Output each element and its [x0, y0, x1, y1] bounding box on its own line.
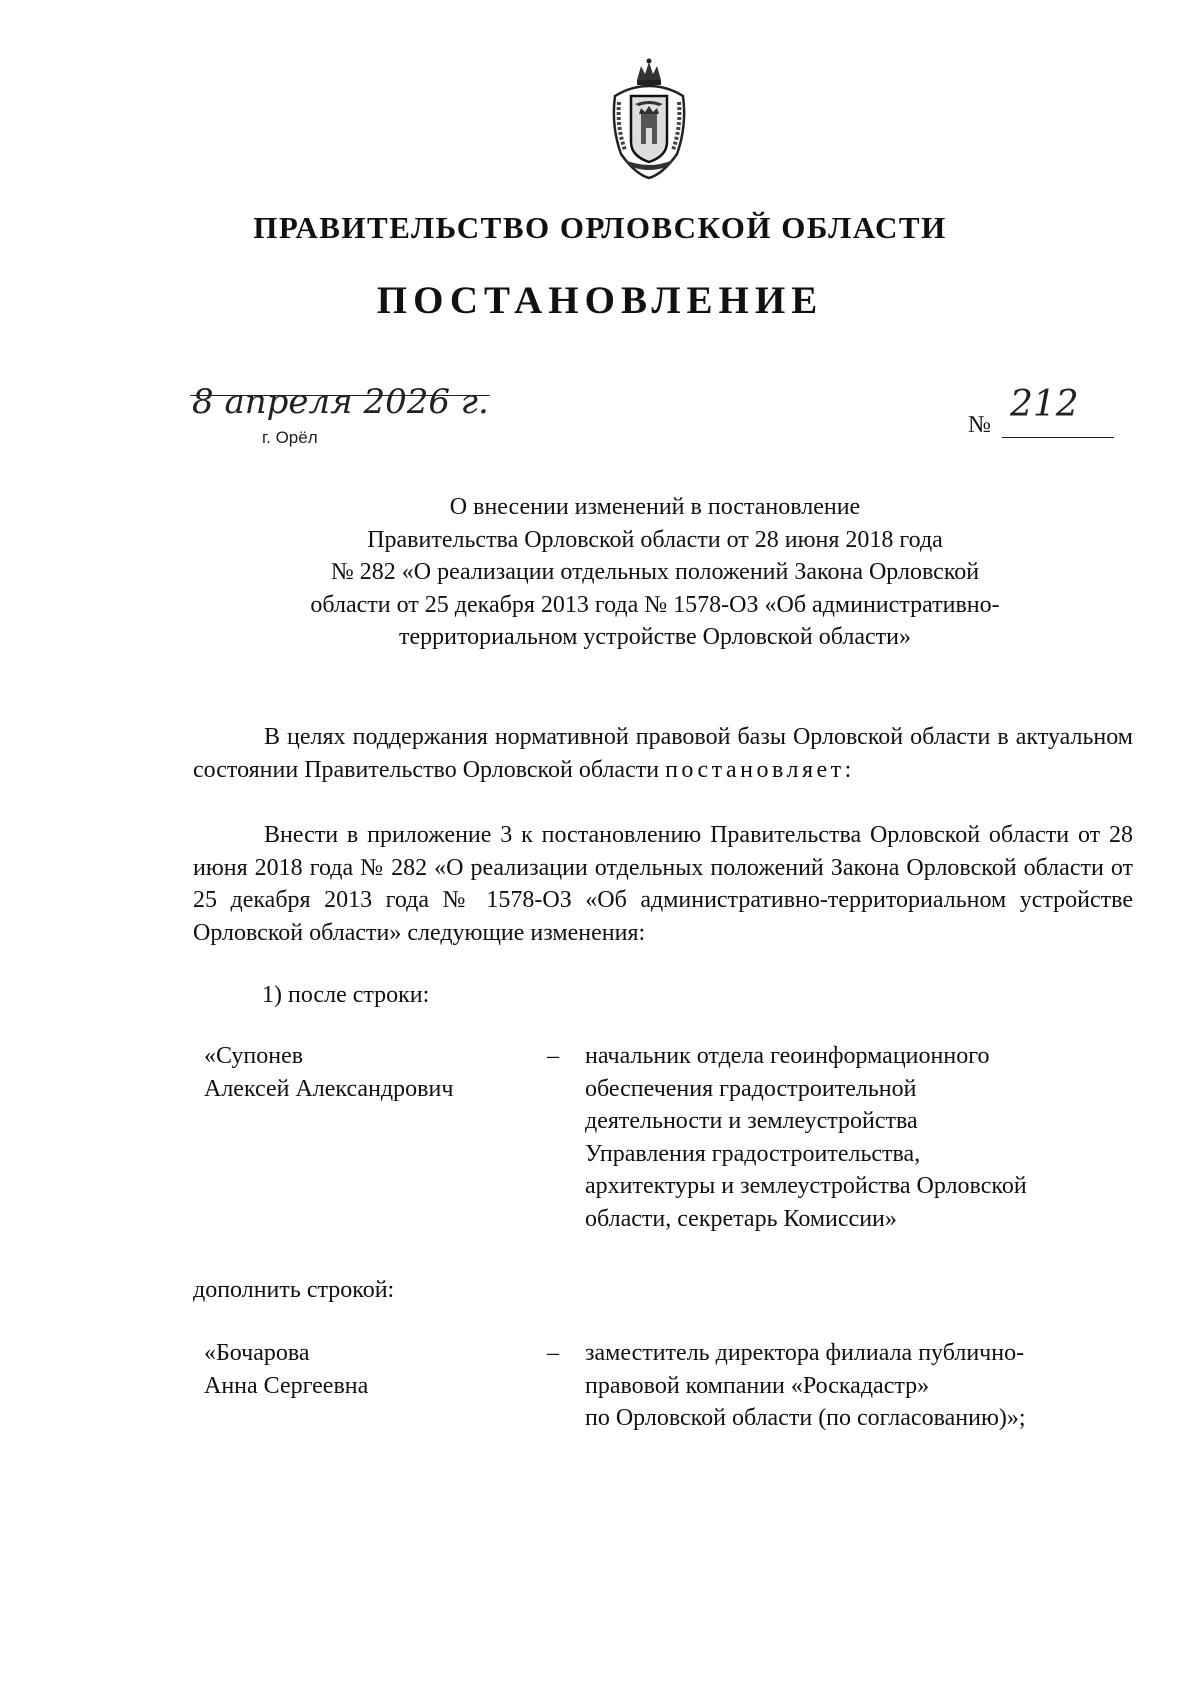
position-line: обеспечения градостроительной — [585, 1075, 917, 1102]
position-line: заместитель директора филиала публично- — [585, 1340, 1025, 1366]
member-name — [204, 1337, 534, 1402]
position-line: Управления градостроительства, — [585, 1140, 921, 1167]
orel-oblast-coat-of-arms-icon — [607, 56, 691, 180]
position-line: по Орловской области (по согласованию)»; — [585, 1405, 1026, 1431]
position-line: области, секретарь Комиссии» — [585, 1205, 897, 1232]
handwritten-date: 8 апреля 2026 г. — [192, 382, 489, 422]
document-type-title: ПОСТАНОВЛЕНИЕ — [376, 279, 824, 322]
list-item-1: 1) после строки: — [262, 982, 430, 1008]
subject-line: О внесении изменений в постановление — [449, 494, 861, 520]
member-name-line: Анна Сергеевна — [204, 1372, 369, 1399]
subject-line: области от 25 декабря 2013 года № 1578-ОЗ «Об административно- — [310, 591, 1000, 618]
position-line: начальник отдела геоинформационного — [585, 1043, 990, 1069]
subject-line: территориальном устройстве Орловской области» — [399, 624, 911, 650]
number-label: № — [968, 412, 991, 438]
organization-title: ПРАВИТЕЛЬСТВО ОРЛОВСКОЙ ОБЛАСТИ — [253, 210, 947, 245]
member-position — [585, 1337, 1145, 1435]
number-underline — [1002, 437, 1114, 438]
member-position — [585, 1040, 1145, 1235]
main-paragraph — [193, 819, 1133, 949]
position-line: правовой компании «Роскадастр» — [585, 1372, 930, 1399]
position-line: деятельности и землеустройства — [585, 1108, 918, 1134]
date-underline — [190, 395, 490, 396]
position-line: архитектуры и землеустройства Орловской — [585, 1173, 1027, 1199]
subject-line: № 282 «О реализации отдельных положений Закона Орловской — [330, 559, 980, 585]
member-name-line: «Супонев — [204, 1043, 304, 1069]
city-label: г. Орёл — [262, 428, 318, 447]
document-subject — [200, 491, 1110, 654]
member-name — [204, 1040, 534, 1105]
entry-dash: – — [547, 1043, 559, 1069]
subject-line: Правительства Орловской области от 28 июня 2018 года — [367, 526, 943, 553]
handwritten-number: 212 — [1010, 384, 1079, 425]
preamble-text: В целях поддержания нормативной правовой базы Орловской области в актуальном состоянии Правительство Орловской области — [193, 724, 1133, 783]
decree-word: постановляет: — [665, 756, 855, 783]
main-paragraph-text: Внести в приложение 3 к постановлению Правительства Орловской области от 28 июня 2018 года № 282 «О реализации отдельных положений Закона Орловской области от 25 декабря 2013 года № 1578-ОЗ «Об административно-территориальном устройстве Орловской области» следующие изменения: — [193, 822, 1133, 946]
supplement-instruction: дополнить строкой: — [193, 1277, 395, 1303]
member-name-line: Алексей Александрович — [204, 1075, 454, 1102]
preamble-paragraph — [193, 721, 1133, 786]
member-name-line: «Бочарова — [204, 1340, 310, 1366]
entry-dash: – — [547, 1340, 559, 1366]
